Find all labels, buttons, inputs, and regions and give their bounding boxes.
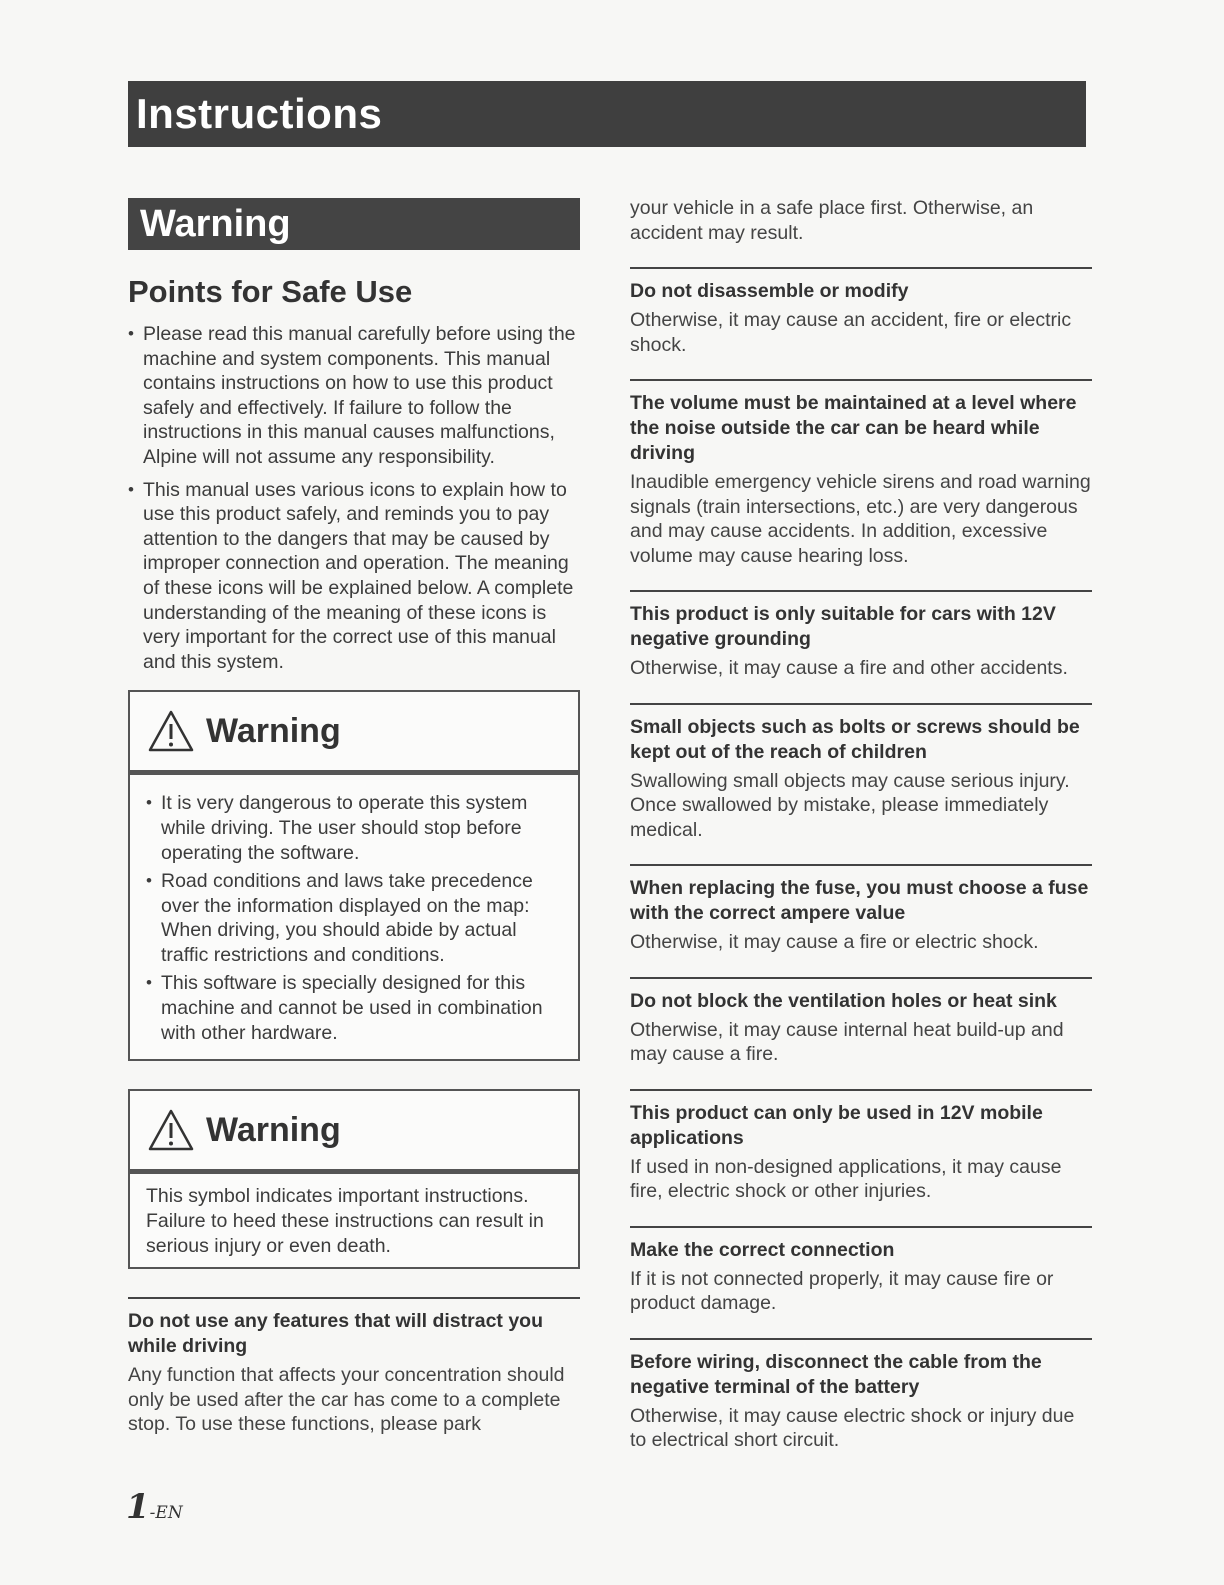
safety-item-title: Before wiring, disconnect the cable from the negative terminal of the battery bbox=[630, 1350, 1042, 1398]
safety-item-title: Small objects such as bolts or screws should be kept out of the reach of children bbox=[630, 715, 1080, 763]
warning-triangle-icon bbox=[148, 1108, 194, 1152]
right-column bbox=[630, 196, 1092, 1453]
warning-box-header bbox=[130, 1091, 578, 1174]
safety-item-title: Do not block the ventilation holes or heat sink bbox=[630, 989, 1057, 1012]
safety-item-text: Inaudible emergency vehicle sirens and road warning signals (train intersections, etc.) are very dangerous and may cause accidents. In addition, excessive volume may cause hearing loss. bbox=[630, 471, 1091, 567]
safety-item-title: Do not use any features that will distract you while driving bbox=[128, 1310, 543, 1358]
warning-symbol-text: This symbol indicates important instructions. Failure to heed these instructions can result in serious injury or even death. bbox=[146, 1185, 544, 1258]
list-item: • Please read this manual carefully before using the machine and system components. This manual contains instructions on how to use this product safely and effectively. If failure to follow the instructions in this manual causes malfunctions, Alpine will not assume any responsibility. bbox=[128, 322, 580, 470]
section-title: Warning bbox=[128, 198, 580, 250]
safety-item bbox=[630, 379, 1092, 568]
safety-item bbox=[630, 1089, 1092, 1204]
subheading: Points for Safe Use bbox=[128, 274, 413, 309]
safety-item bbox=[630, 1226, 1092, 1316]
safety-item bbox=[630, 977, 1092, 1067]
safety-item-title: This product is only suitable for cars with 12V negative grounding bbox=[630, 603, 1056, 650]
safety-item-text: If used in non-designed applications, it may cause fire, electric shock or other injuries. bbox=[630, 1155, 1062, 1202]
page-title: Instructions bbox=[128, 81, 1086, 147]
page-number bbox=[126, 1487, 183, 1527]
left-column bbox=[128, 198, 580, 1437]
safety-item-title: The volume must be maintained at a level where the noise outside the car can be heard while driving bbox=[630, 392, 1077, 464]
safety-item-text: Swallowing small objects may cause serious injury. Once swallowed by mistake, please immediately medical. bbox=[630, 769, 1070, 841]
safety-item-title: When replacing the fuse, you must choose a fuse with the correct ampere value bbox=[630, 877, 1089, 924]
warning-list bbox=[146, 791, 564, 1045]
safety-item bbox=[630, 703, 1092, 843]
safety-item-text: Otherwise, it may cause a fire or electric shock. bbox=[630, 931, 1039, 953]
warning-triangle-icon bbox=[148, 709, 194, 753]
safety-item bbox=[128, 1297, 580, 1437]
warning-box-title: Warning bbox=[206, 711, 341, 750]
warning-box bbox=[128, 690, 580, 1061]
intro-list bbox=[128, 322, 580, 674]
safety-item bbox=[630, 590, 1092, 681]
list-item: • This software is specially designed for this machine and cannot be used in combination with other hardware. bbox=[146, 971, 564, 1045]
warning-box-body bbox=[130, 775, 578, 1059]
continuation-text: your vehicle in a safe place first. Otherwise, an accident may result. bbox=[630, 197, 1034, 244]
page-number-value: 1 bbox=[126, 1487, 150, 1527]
safety-item bbox=[630, 1338, 1092, 1453]
safety-item bbox=[630, 864, 1092, 955]
warning-box-body bbox=[130, 1174, 578, 1267]
list-item: • It is very dangerous to operate this system while driving. The user should stop before operating the software. bbox=[146, 791, 564, 865]
safety-item-text: If it is not connected properly, it may cause fire or product damage. bbox=[630, 1267, 1054, 1314]
list-item: • This manual uses various icons to explain how to use this product safely, and reminds you to pay attention to the dangers that may be caused by improper connection and operation. The meaning of these icons will be explained below. A complete understanding of the meaning of these icons is very important for the correct use of this manual and this system. bbox=[128, 478, 580, 675]
safety-item-text: Any function that affects your concentration should only be used after the car has come to a complete stop. To use these functions, please park bbox=[128, 1364, 565, 1436]
safety-item-title: This product can only be used in 12V mobile applications bbox=[630, 1101, 1043, 1149]
warning-box-title: Warning bbox=[206, 1110, 341, 1149]
warning-box-header bbox=[130, 692, 578, 775]
list-item: • Road conditions and laws take precedence over the information displayed on the map: When driving, you should abide by actual traffic restrictions and conditions. bbox=[146, 869, 564, 967]
page-number-suffix: -EN bbox=[149, 1503, 183, 1523]
safety-item bbox=[630, 267, 1092, 357]
safety-item-text: Otherwise, it may cause a fire and other accidents. bbox=[630, 657, 1068, 679]
safety-item-title: Do not disassemble or modify bbox=[630, 280, 909, 302]
safety-item-text: Otherwise, it may cause an accident, fire or electric shock. bbox=[630, 309, 1072, 356]
safety-item-text: Otherwise, it may cause internal heat build-up and may cause a fire. bbox=[630, 1018, 1064, 1065]
warning-symbol-box bbox=[128, 1089, 580, 1269]
safety-item-text: Otherwise, it may cause electric shock or injury due to electrical short circuit. bbox=[630, 1404, 1075, 1451]
safety-item-title: Make the correct connection bbox=[630, 1238, 895, 1261]
